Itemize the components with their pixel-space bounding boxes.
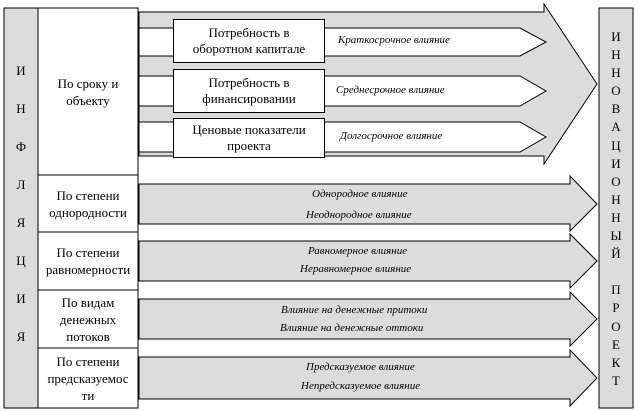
innovation-project-label-letter: Н	[611, 47, 621, 63]
cash-flow-arrow	[139, 292, 597, 346]
homogeneous-effect-label: Однородное влияние	[312, 188, 408, 200]
innovation-project-label-letter: Ц	[611, 137, 621, 153]
category-cash-flows: По видам денежных потоков	[59, 294, 117, 344]
financing-need-box: Потребность в финансировании	[173, 69, 325, 113]
inflation-label-letter: Ц	[16, 253, 26, 268]
innovation-project-label-letter: И	[611, 29, 621, 44]
innovation-project-label-letter: П	[611, 282, 621, 298]
predictability-arrow	[139, 350, 597, 406]
uniformity-arrow	[139, 234, 597, 288]
innovation-project-label-letter: Р	[612, 300, 620, 316]
price-indicators-box: Ценовые показатели проекта	[173, 118, 325, 158]
uniform-effect-label: Равномерное влияние	[308, 245, 408, 257]
inflation-label-letter: Л	[16, 177, 26, 192]
predictable-effect-label: Предсказуемое влияние	[306, 361, 415, 373]
innovation-project-label-letter: В	[611, 101, 621, 117]
cash-outflow-effect-label: Влияние на денежные оттоки	[280, 322, 424, 334]
inflation-label-letter: И	[16, 63, 26, 78]
inflation-label-letter: Н	[16, 101, 26, 116]
innovation-project-label-letter: О	[611, 173, 621, 189]
working-capital-need-box: Потребность в оборотном капитале	[173, 19, 325, 63]
innovation-project-label-letter: Е	[612, 336, 620, 352]
inflation-label-letter: И	[16, 291, 26, 306]
unpredictable-effect-label: Непредсказуемое влияние	[301, 380, 421, 392]
homogeneity-arrow	[139, 176, 597, 231]
long-term-effect-label: Долгосрочное влияние	[340, 130, 443, 142]
innovation-project-label-letter: О	[611, 83, 621, 99]
inflation-label-letter: Ф	[15, 139, 27, 154]
innovation-project-label-gap	[614, 265, 617, 279]
innovation-project-label-letter: И	[611, 155, 621, 171]
innovation-project-label-letter: А	[611, 119, 621, 135]
short-term-effect-label: Краткосрочное влияние	[338, 34, 450, 46]
innovation-project-label	[599, 30, 633, 388]
innovation-project-label-letter: О	[611, 318, 621, 334]
innovation-project-label-letter: Й	[611, 246, 621, 262]
innovation-project-label-letter: Т	[612, 372, 620, 388]
category-term-object: По сроку и объекту	[57, 75, 119, 108]
category-predictability: По степени предсказуемос ти	[47, 353, 129, 403]
innovation-project-label-letter: Н	[611, 191, 621, 207]
inflation-label-letter: Я	[16, 329, 26, 344]
innovation-project-label-letter: Н	[611, 65, 621, 81]
category-uniformity: По степени равномерности	[45, 245, 131, 277]
cash-inflow-effect-label: Влияние на денежные притоки	[281, 304, 428, 316]
inflation-label-letter: Я	[16, 215, 26, 230]
heterogeneous-effect-label: Неоднородное влияние	[306, 209, 412, 221]
innovation-project-label-letter: Ы	[610, 228, 622, 244]
inflation-label	[4, 64, 38, 344]
innovation-project-label-letter: Н	[611, 209, 621, 225]
medium-term-effect-label: Среднесрочное влияние	[336, 84, 445, 96]
category-homogeneity: По степени однородности	[49, 187, 127, 220]
innovation-project-label-letter: К	[611, 354, 621, 370]
non-uniform-effect-label: Неравномерное влияние	[300, 263, 412, 275]
